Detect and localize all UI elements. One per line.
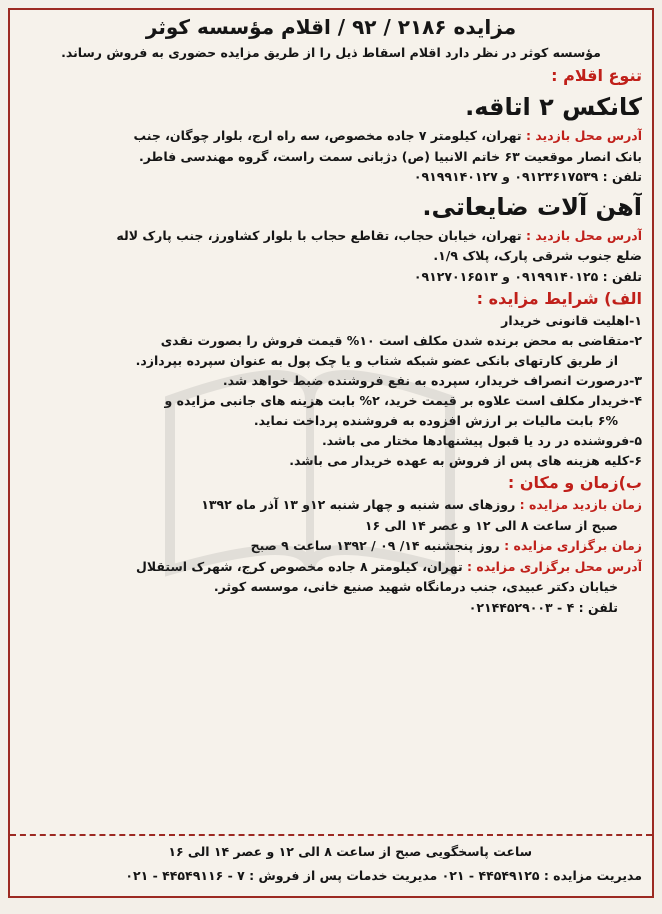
items-heading: تنوع اقلام :	[551, 66, 642, 85]
auction-time	[20, 536, 642, 557]
item1-phone: تلفن : ۰۹۱۲۳۶۱۷۵۳۹ و ۰۹۱۹۹۱۴۰۱۲۷	[413, 169, 642, 184]
conditions-heading: الف) شرایط مزایده :	[476, 289, 642, 308]
item1-address-line2: بانک انصار موقعیت ۶۳ خاتم الانبیا (ص) دژبانی سمت راست، گروه مهندسی فاطر.	[139, 148, 642, 164]
visit-time-text: روزهای سه شنبه و چهار شنبه ۱۲و ۱۳ آذر ماه ۱۳۹۲	[201, 497, 516, 512]
visit-time-line1	[20, 495, 642, 516]
auction-phone: تلفن : ۴ - ۰۲۱۴۴۵۲۹۰۰۳	[468, 599, 618, 615]
visit-time-label: زمان بازدید مزایده :	[519, 497, 642, 512]
visit-time-line2: صبح از ساعت ۸ الی ۱۲ و عصر ۱۴ الی ۱۶	[364, 517, 618, 533]
notice-title: مزایده ۲۱۸۶ / ۹۲ / اقلام مؤسسه کوثر	[145, 15, 517, 39]
condition-2-line2: از طریق کارتهای بانکی عضو شبکه شتاب و یا چک پول به عنوان سپرده بپردازد.	[135, 353, 618, 368]
item2-address-line2: ضلع جنوب شرقی پارک، پلاک ۱/۹.	[433, 248, 642, 263]
condition-3: ۳-درصورت انصراف خریدار، سپرده به نفع فروشنده ضبط خواهد شد.	[222, 373, 642, 388]
auction-time-text: روز پنجشنبه ۱۴/ ۰۹ / ۱۳۹۲ ساعت ۹ صبح	[250, 538, 500, 553]
item2-address-text: تهران، خیابان حجاب، تقاطع حجاب با بلوار کشاورز، جنب پارک لاله	[116, 227, 522, 243]
auction-place-text: تهران، کیلومتر ۸ جاده مخصوص کرج، شهرک استقلال	[136, 558, 463, 574]
schedule-heading: ب)زمان و مکان :	[507, 473, 642, 492]
item1-address-text: تهران، کیلومتر ۷ جاده مخصوص، سه راه ارج، بلوار چوگان، جنب	[133, 128, 522, 143]
item1-address-label: آدرس محل بازدید :	[525, 128, 642, 143]
condition-6: ۶-کلیه هزینه های پس از فروش به عهده خریدار می باشد.	[289, 453, 642, 468]
item1-address-line1	[20, 126, 642, 147]
footer-hours: ساعت پاسخگویی صبح از ساعت ۸ الی ۱۲ و عصر ۱۴ الی ۱۶	[168, 844, 532, 859]
footer-contacts: مدیریت مزایده : ۴۴۵۴۹۱۲۵ - ۰۲۱ مدیریت خدمات پس از فروش : ۷ - ۴۴۵۴۹۱۱۶ - ۰۲۱	[125, 868, 642, 883]
item2-phone: تلفن : ۰۹۱۹۹۱۴۰۱۲۵ و ۰۹۱۲۷۰۱۶۵۱۳	[413, 268, 642, 284]
condition-5: ۵-فروشنده در رد یا قبول پیشنهادها مختار می باشد.	[321, 433, 642, 448]
item2-name: آهن آلات ضایعاتی.	[422, 192, 642, 221]
auction-place-line2: خیابان دکتر عبیدی، جنب درمانگاه شهید صنیع خانی، موسسه کوثر.	[213, 579, 618, 594]
item2-address-line1	[20, 226, 642, 247]
notice-subtitle: مؤسسه کوثر در نظر دارد اقلام اسقاط ذیل را از طریق مزایده حضوری به فروش رساند.	[61, 45, 601, 60]
notice-footer	[10, 834, 652, 896]
condition-1: ۱-اهلیت قانونی خریدار	[501, 313, 642, 328]
condition-2-line1: ۲-متقاضی به محض برنده شدن مکلف است ۱۰% قیمت فروش را بصورت نقدی	[160, 333, 642, 348]
condition-4-line1: ۴-خریدار مکلف است علاوه بر قیمت خرید، ۲% بابت هزینه های جانبی مزایده و	[164, 393, 642, 408]
condition-4-line2: ۶% بابت مالیات بر ارزش افزوده به فروشنده پرداخت نماید.	[253, 413, 618, 428]
item2-address-label: آدرس محل بازدید :	[525, 227, 642, 243]
auction-notice	[8, 8, 654, 898]
auction-place-label: آدرس محل برگزاری مزایده :	[467, 558, 642, 574]
auction-place-line1	[20, 557, 642, 578]
auction-time-label: زمان برگزاری مزایده :	[504, 538, 642, 553]
item1-name: کانکس ۲ اتاقه.	[465, 93, 642, 121]
